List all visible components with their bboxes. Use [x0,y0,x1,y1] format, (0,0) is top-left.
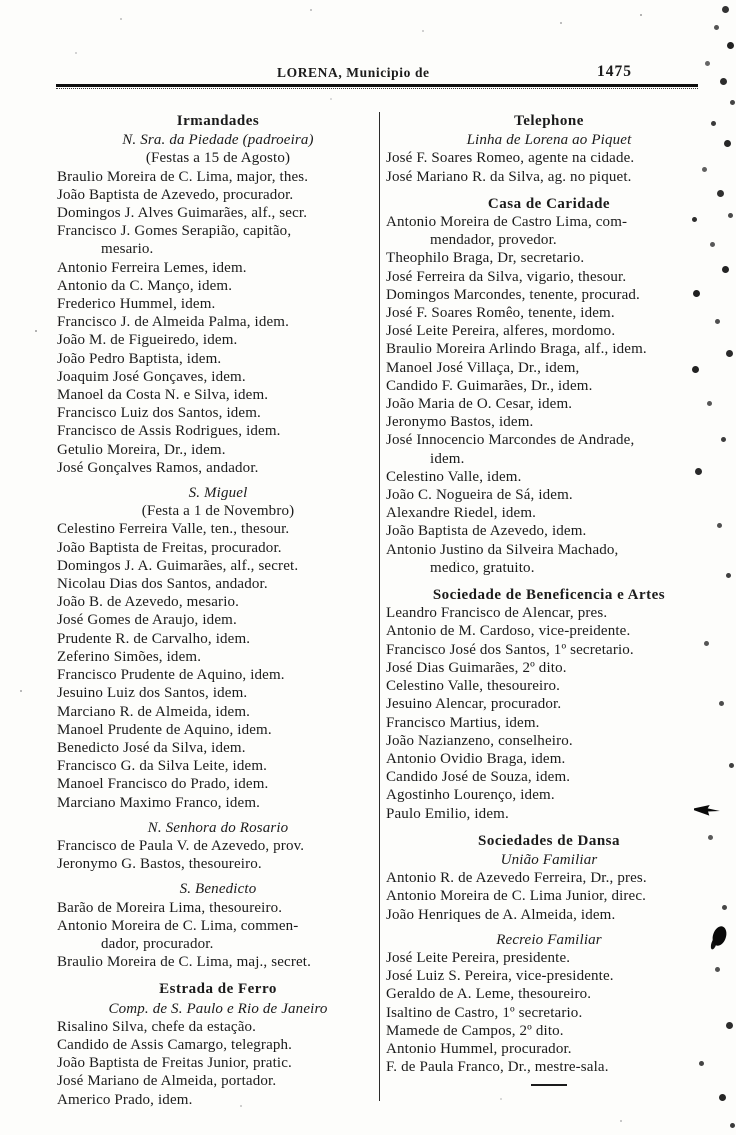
scan-noise-right-edge [0,0,3,3]
directory-entry: Isaltino de Castro, 1º secretario. [386,1004,583,1021]
directory-entry: Antonio Hummel, procurador. [386,1040,572,1057]
directory-entry: João M. de Figueiredo, idem. [57,332,238,349]
directory-entry: Antonio Moreira de C. Lima Junior, direc. [386,888,647,905]
section-subheading: Linha de Lorena ao Piquet [466,132,632,149]
directory-entry: Theophilo Braga, Dr, secretario. [386,250,585,267]
directory-entry: João Baptista de Azevedo, idem. [386,523,587,540]
directory-entry: Risalino Silva, chefe da estação. [57,1018,257,1035]
directory-entry: Francisco José dos Santos, 1º secretario. [386,641,634,658]
section-subheading: N. Senhora do Rosario [147,819,289,836]
directory-entry: João C. Nogueira de Sá, idem. [386,487,573,504]
directory-entry: Francisco G. da Silva Leite, idem. [57,758,268,775]
section-heading: Irmandades [176,113,260,129]
directory-entry: Domingos Marcondes, tenente, procurad. [386,286,640,303]
directory-entry: Antonio de M. Cardoso, vice-preidente. [386,623,631,640]
page-number: 1475 [597,63,632,80]
directory-entry: Antonio Ovidio Braga, idem. [386,750,566,767]
directory-entry: Antonio R. de Azevedo Ferreira, Dr., pres. [386,870,647,887]
directory-entry: José Leite Pereira, presidente. [386,949,571,966]
left-column [57,110,379,1109]
directory-entry: Paulo Emilio, idem. [386,805,509,822]
section-heading: Telephone [514,113,584,129]
entry-continuation: mesario. [101,241,154,258]
directory-entry: José Dias Guimarães, 2º dito. [386,659,567,676]
directory-entry: Geraldo de A. Leme, thesoureiro. [386,986,592,1003]
directory-entry: Braulio Moreira de C. Lima, major, thes. [57,168,309,185]
section-subheading: S. Miguel [188,485,248,502]
directory-entry: José Mariano R. da Silva, ag. no piquet. [386,168,632,185]
directory-entry: João Nazianzeno, conselheiro. [386,732,573,749]
ink-smudge-blob [710,924,729,947]
entry-continuation: mendador, provedor. [430,232,557,249]
entry-continuation: idem. [430,450,465,467]
directory-entry: João Baptista de Azevedo, procurador. [57,186,294,203]
directory-entry: Leandro Francisco de Alencar, pres. [386,605,608,622]
directory-entry: Domingos J. Alves Guimarães, alf., secr. [57,205,308,222]
directory-entry: José Ferreira da Silva, vigario, thesour. [386,268,627,285]
directory-entry: Candido F. Guimarães, Dr., idem. [386,377,593,394]
directory-entry: Marciano Maximo Franco, idem. [57,794,261,811]
directory-entry: José F. Soares Romêo, tenente, idem. [386,305,615,322]
section-heading: Estrada de Ferro [159,981,277,998]
directory-entry: Marciano R. de Almeida, idem. [57,703,251,720]
directory-entry: João Pedro Baptista, idem. [57,350,222,367]
directory-entry: Braulio Moreira Arlindo Braga, alf., idem. [386,341,647,358]
directory-entry: Candido de Assis Camargo, telegraph. [57,1036,293,1053]
directory-entry: Celestino Valle, thesoureiro. [386,678,561,695]
directory-entry: Americo Prado, idem. [57,1091,193,1108]
directory-entry: João Maria de O. Cesar, idem. [386,396,573,413]
directory-entry: Antonio Moreira de Castro Lima, com- [386,214,628,231]
directory-entry: Manoel José Villaça, Dr., idem, [386,359,580,376]
entry-continuation: medico, gratuito. [430,559,535,576]
section-subheading: Recreio Familiar [496,931,602,948]
directory-entry: Frederico Hummel, idem. [57,296,216,313]
directory-entry: João Henriques de A. Almeida, idem. [386,906,616,923]
directory-entry: Barão de Moreira Lima, thesoureiro. [57,899,283,916]
directory-entry: José Gomes de Araujo, idem. [57,612,237,629]
directory-entry: Francisco Luiz dos Santos, idem. [57,405,261,422]
directory-entry: José Gonçalves Ramos, andador. [57,459,259,476]
directory-entry: João B. de Azevedo, mesario. [57,594,240,611]
directory-entry: Braulio Moreira de C. Lima, maj., secret. [57,954,311,971]
directory-entry: Mamede de Campos, 2º dito. [386,1022,564,1039]
directory-entry: Nicolau Dias dos Santos, andador. [57,576,268,593]
end-rule [531,1084,567,1086]
directory-entry: Benedicto José da Silva, idem. [57,739,246,756]
directory-entry: Jesuino Alencar, procurador. [386,696,562,713]
directory-entry: Alexandre Riedel, idem. [386,505,537,522]
festival-note: (Festa a 1 de Novembro) [141,503,295,520]
directory-entry: José Leite Pereira, alferes, mordomo. [386,323,616,340]
directory-entry: Francisco Martius, idem. [386,714,540,731]
directory-entry: Antonio Justino da Silveira Machado, [386,541,619,558]
directory-entry: Jeronymo G. Bastos, thesoureiro. [57,856,262,873]
entry-continuation: dador, procurador. [101,935,214,952]
directory-entry: Antonio da C. Manço, idem. [57,277,233,294]
directory-entry: Agostinho Lourenço, idem. [386,787,555,804]
section-heading: Sociedade de Beneficencia e Artes [432,587,666,604]
section-heading: Sociedades de Dansa [477,832,621,849]
directory-entry: F. de Paula Franco, Dr., mestre-sala. [386,1059,609,1076]
directory-entry: Candido José de Souza, idem. [386,769,571,786]
section-subheading: N. Sra. da Piedade (padroeira) [122,132,314,149]
running-title: LORENA, Municipio de [277,65,430,80]
section-subheading: Comp. de S. Paulo e Rio de Janeiro [108,1000,328,1017]
directory-entry: Celestino Ferreira Valle, ten., thesour. [57,521,290,538]
directory-entry: João Baptista de Freitas, procurador. [57,539,282,556]
directory-entry: Zeferino Simões, idem. [57,648,202,665]
directory-entry: Jeronymo Bastos, idem. [386,414,534,431]
section-heading: Casa de Caridade [487,195,611,212]
section-subheading: União Familiar [500,851,598,868]
scan-specks [0,0,2,2]
directory-entry: Manoel Prudente de Aquino, idem. [57,721,272,738]
directory-entry: José Mariano de Almeida, portador. [57,1073,277,1090]
directory-entry: Celestino Valle, idem. [386,468,522,485]
directory-entry: José Innocencio Marcondes de Andrade, [386,432,635,449]
directory-entry: Joaquim José Gonçaves, idem. [57,368,246,385]
directory-entry: Domingos J. A. Guimarães, alf., secret. [57,557,299,574]
directory-columns [57,110,712,1109]
header-rule [56,84,698,89]
directory-entry: Francisco J. de Almeida Palma, idem. [57,314,290,331]
directory-entry: Jesuino Luiz dos Santos, idem. [57,685,248,702]
directory-entry: João Baptista de Freitas Junior, pratic. [57,1055,292,1072]
directory-entry: Manoel Francisco do Prado, idem. [57,776,269,793]
directory-entry: Antonio Ferreira Lemes, idem. [57,259,247,276]
directory-entry: Francisco Prudente de Aquino, idem. [57,667,285,684]
directory-entry: Getulio Moreira, Dr., idem. [57,441,226,458]
right-column [380,110,712,1109]
section-subheading: S. Benedicto [179,881,257,898]
directory-entry: Manoel da Costa N. e Silva, idem. [57,387,269,404]
directory-entry: Francisco de Paula V. de Azevedo, prov. [57,837,305,854]
directory-entry: José Luiz S. Pereira, vice-presidente. [386,968,614,985]
directory-entry: Antonio Moreira de C. Lima, commen- [57,917,299,934]
festival-note: (Festas a 15 de Agosto) [145,150,291,167]
directory-entry: Prudente R. de Carvalho, idem. [57,630,251,647]
directory-entry: Francisco de Assis Rodrigues, idem. [57,423,281,440]
directory-entry: Francisco J. Gomes Serapião, capitão, [57,223,292,240]
directory-entry: José F. Soares Romeo, agente na cidade. [386,150,635,167]
